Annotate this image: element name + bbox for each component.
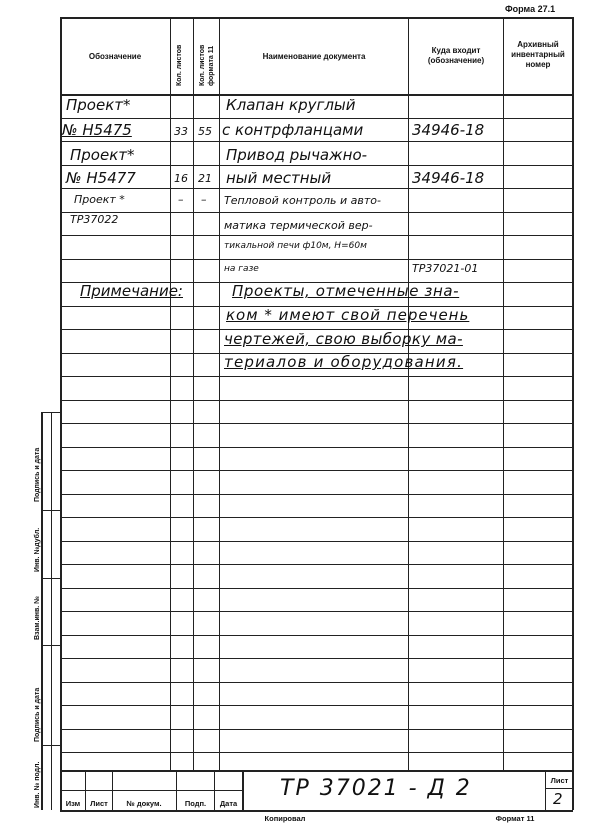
header-sheets-count: Кол. листов [176,44,183,86]
grid-row-line [60,447,572,448]
note-line-1: Проекты, отмеченные зна- [232,282,460,300]
row-3-designation: Проект* [70,146,135,164]
row-5-sheets: – [178,193,184,206]
row-4-name: ный местный [226,169,332,187]
grid-row-line [60,165,572,166]
row-4-where: 34946-18 [412,169,485,187]
side-strip-mid [51,412,52,810]
side-label-inv-orig: Инв. № подл. [34,761,41,808]
row-2-where: 34946-18 [412,121,485,139]
row-2-name: с контрфланцами [222,121,364,139]
grid-row-line [60,729,572,730]
title-block-top [60,770,573,772]
row-5-designation: Проект * [74,193,125,206]
header-designation: Обозначение [88,52,142,61]
grid-row-line [60,705,572,706]
title-block-sep [242,770,244,810]
grid-row-line [60,118,572,119]
row-4-format: 21 [198,172,212,185]
title-sheet-row [545,788,573,789]
document-code: ТР 37021 - Д 2 [280,776,472,801]
side-strip-left [41,412,43,810]
side-strip-div-1 [41,510,60,511]
grid-row-line [60,752,572,753]
grid-row-line [60,400,572,401]
grid-row-line [60,470,572,471]
row-3-name: Привод рычажно- [226,146,368,164]
row-4-sheets: 16 [174,172,188,185]
title-date: Дата [219,799,238,808]
note-line-3: чертежей, свою выборку ма- [224,330,463,348]
grid-row-line [60,588,572,589]
grid-row-line [60,212,572,213]
row-6-name: матика термической вер- [224,219,373,232]
title-change: Изм [65,799,81,808]
title-sheet: Лист [90,799,108,808]
row-1-designation: Проект* [66,96,131,114]
side-strip-div-2 [41,578,60,579]
grid-row-line [60,259,572,260]
grid-row-line [60,188,572,189]
header-sheets-format: Кол. листов формата 11 [199,44,215,86]
grid-row-line [60,423,572,424]
footer-format: Формат 11 [495,814,535,823]
row-2-format: 55 [198,125,212,138]
title-sign: Подп. [184,799,207,808]
header-doc-name: Наименование документа [262,52,366,61]
note-line-4: териалов и оборудования. [224,353,464,371]
side-label-inv-dup: Инв. №дубл. [34,527,41,572]
side-strip-div-3 [41,645,60,646]
note-label: Примечание: [80,282,183,300]
grid-row-line [60,658,572,659]
frame-bottom [60,810,573,812]
form-number: Форма 27.1 [505,4,556,14]
title-doc-no: № докум. [126,799,162,808]
grid-row-line [60,682,572,683]
row-2-designation: № Н5475 [62,121,132,139]
grid-row-line [60,564,572,565]
row-4-designation: № Н5477 [66,169,136,187]
row-5-format: – [201,193,207,206]
row-7-name: тикальной печи ф10м, Н=60м [224,241,367,251]
frame-right [572,17,574,810]
title-sheet-number: 2 [553,790,563,808]
side-strip-div-4 [41,745,60,746]
grid-row-line [60,235,572,236]
grid-row-line [60,376,572,377]
side-strip-top [41,412,60,413]
row-8-name: на газе [224,264,259,274]
row-5-name: Тепловой контроль и авто- [224,194,381,207]
row-1-name: Клапан круглый [226,96,356,114]
grid-row-line [60,141,572,142]
note-line-2: ком * имеют свой перечень [226,306,470,324]
row-2-sheets: 33 [174,125,188,138]
side-label-replace-inv: Взам.инв. № [34,596,41,640]
side-label-sign-date-bottom: Подпись и дата [34,687,41,742]
grid-row-line [60,494,572,495]
header-archive-number: Архивный инвентарный номер [511,40,565,69]
row-6-designation: ТР37022 [70,213,119,226]
row-8-where: ТР37021-01 [412,262,479,275]
header-where-included: Куда входит (обозначение) [427,46,485,65]
grid-row-line [60,541,572,542]
footer-copied: Копировал [264,814,306,823]
side-label-sign-date-top: Подпись и дата [34,447,41,502]
grid-row-line [60,517,572,518]
frame-top [60,17,573,19]
grid-row-line [60,611,572,612]
grid-row-line [60,635,572,636]
title-sheet-label: Лист [550,776,569,785]
